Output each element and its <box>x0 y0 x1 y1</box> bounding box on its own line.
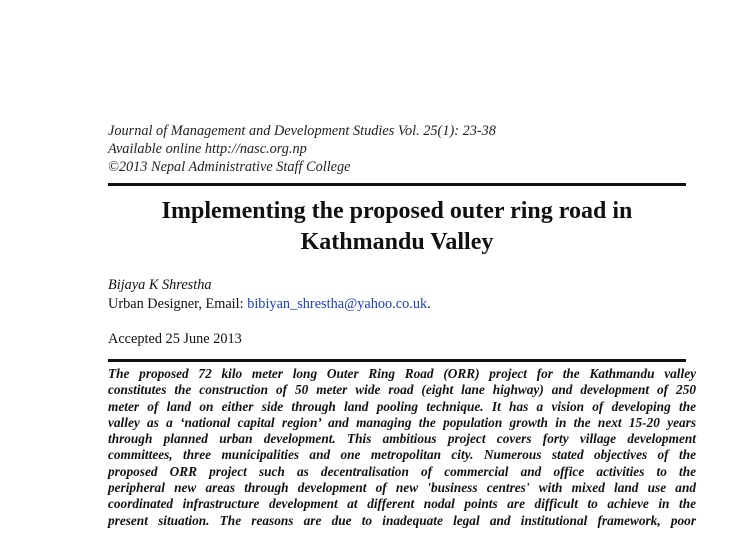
abstract-line: coordinated infrastructure development at different nodal points are difficult to achieve in the <box>108 496 696 512</box>
title-line-2: Kathmandu Valley <box>300 229 494 255</box>
journal-header <box>108 122 496 176</box>
header-divider <box>108 183 686 186</box>
abstract-line: present situation. The reasons are due to inadequate legal and institutional framework, poor <box>108 512 696 528</box>
author-block <box>108 276 431 314</box>
journal-citation: Journal of Management and Development Studies Vol. 25(1): 23-38 <box>108 123 496 139</box>
abstract-line: constitutes the construction of 50 meter wide road (eight lane highway) and development of 250 <box>108 382 696 398</box>
author-email-link[interactable]: bibiyan_shrestha@yahoo.co.uk <box>247 296 428 312</box>
affiliation-suffix: . <box>427 296 431 312</box>
title-line-1: Implementing the proposed outer ring road in <box>161 198 633 224</box>
abstract-divider <box>108 359 686 362</box>
affiliation-prefix: Urban Designer, Email: <box>108 296 248 312</box>
abstract-line: The proposed 72 kilo meter long Outer Ring Road (ORR) project for the Kathmandu valley <box>108 366 696 381</box>
abstract-text <box>108 366 696 529</box>
abstract-line: valley as a ‘national capital region’ and managing the population growth in the next 15-20 years <box>108 414 696 430</box>
copyright-line: ©2013 Nepal Administrative Staff College <box>108 159 351 175</box>
abstract-line: committees, three municipalities and one metropolitan city. Numerous stated objectives of the <box>108 447 696 463</box>
abstract-line: peripheral new areas through development of new 'business centres' with mixed land use and <box>108 480 696 496</box>
abstract-line: proposed ORR project such as decentralisation of commercial and office activities to the <box>108 463 696 479</box>
paper-title <box>108 196 686 258</box>
abstract-line: meter of land on either side through land pooling technique. It has a vision of developing the <box>108 398 696 414</box>
author-name: Bijaya K Shrestha <box>108 277 212 293</box>
author-affiliation <box>108 295 431 314</box>
accepted-date: Accepted 25 June 2013 <box>108 331 242 347</box>
abstract-line: through planned urban development. This ambitious project covers forty village development <box>108 431 696 447</box>
availability-line: Available online http://nasc.org.np <box>108 141 307 157</box>
